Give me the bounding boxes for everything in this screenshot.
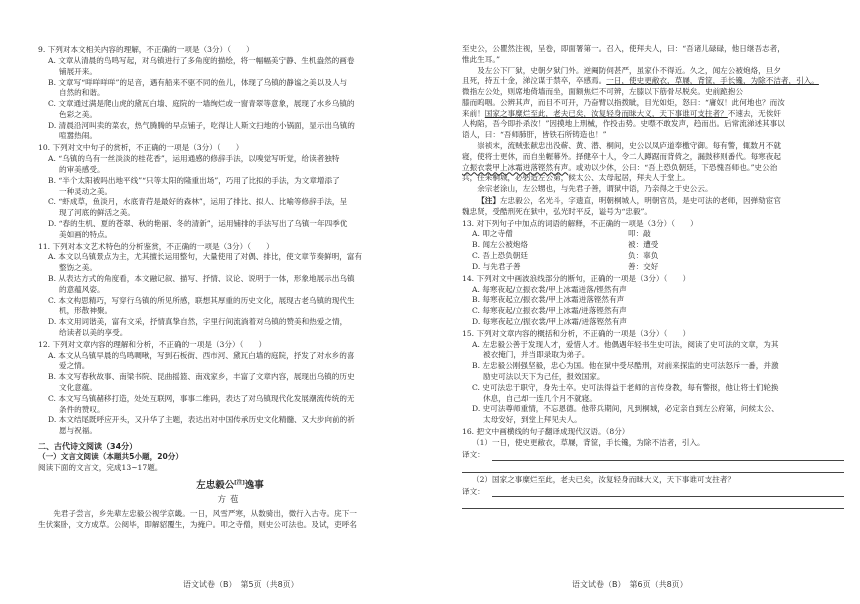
question-16-sentence-1: （1）一日，使史更敝衣，草屦，背筐，手长镵，为除不洁者，引入。 xyxy=(472,437,705,447)
section-heading: 二、古代诗文阅读（34分） xyxy=(38,441,138,451)
translation-label-1: 译文： xyxy=(462,449,485,459)
question-11-option-a: A. 本文以乌镇景点为主，尤其擅长运用整句，大量使用了对偶、排比，使文章节奏鲜明，富有 整饬之美。 xyxy=(48,252,363,273)
question-9-option-a: A. 文章从清晨的鸟鸣写起，对乌镇进行了多角度的描绘，将一幅幅美宁静、生机盎然的画卷 铺展开来。 xyxy=(48,55,355,76)
passage-title: 左忠毅公[注]逸事 xyxy=(196,479,264,491)
question-16 xyxy=(462,427,844,509)
answer-line[interactable] xyxy=(492,449,844,461)
question-9-stem: 9. 下列对本文相关内容的理解，不正确的一项是（3分）（ ） xyxy=(38,45,254,55)
page-footer-left: 语文试卷（B） 第5页（共8页） xyxy=(183,580,299,589)
question-12-option-a: A. 本文从乌镇早晨的鸟鸣啁啾，写到石板街、西市河、黛瓦白墙的庭院，抒发了对水乡的喜 爱之情。 xyxy=(48,350,355,371)
question-11 xyxy=(38,242,422,339)
wavy-underlined-sentence: 立振衣裳甲上冰霜迸落铿然有声 xyxy=(462,162,569,172)
question-11-stem: 11. 下列对本文艺术特色的分析鉴赏，不正确的一项是（3分）（ ） xyxy=(38,241,274,251)
translation-answer-2[interactable] xyxy=(462,485,844,497)
question-9-option-c: C. 文章通过满是爬山虎的黛瓦白墙、庭院的一墙绚烂或一窗青翠等意象，展现了水乡乌镇的 色彩之美。 xyxy=(48,99,355,119)
passage-text-start: 先君子尝言，乡先辈左忠毅公视学京畿。一日，风雪严寒，从数骑出，微行入古寺。庑下一 生伏案卧，文方成草。公阅毕，即解貂覆生，为掩户。叩之寺僧，则史公可法也。及试，吏呼名 xyxy=(38,509,357,530)
question-15 xyxy=(462,329,844,426)
question-15-option-c: C. 史可法忠于职守，身先士卒。史可法得益于老师的言传身教，每有警报，他让将士们轮换 休息，自己却一连几个月不就寝。 xyxy=(472,382,779,403)
answer-line[interactable] xyxy=(462,461,844,473)
translation-label-2: 译文： xyxy=(462,486,485,496)
question-14 xyxy=(462,274,844,328)
question-11-option-b: B. 从表达方式的角度看，本文融记叙、描写、抒情、议论、说明于一体，形象地展示出乌镇 的意蕴风姿。 xyxy=(48,273,355,294)
answer-line[interactable] xyxy=(462,497,844,509)
question-10-option-c: C. “虾成草，鱼淡月，水底青荇是最好的森林”，运用了排比、拟人、比喻等修辞手法，呈 现了河底的鲜活之美。 xyxy=(48,197,348,218)
question-9-option-b: B. 文章写“咩咩咩咩”的足音，遇有船来不驱不同的鱼儿，体现了乌镇的静谧之美以及人与 自然的和谐。 xyxy=(48,77,348,98)
question-12-option-b: B. 本文写春秋故事、南梁书院、昆曲摇篮、南戏家乡，丰富了文章内容，展现出乌镇的历史 文化意蕴。 xyxy=(48,372,355,392)
translation-answer-1[interactable] xyxy=(462,449,844,461)
question-11-option-d: D. 本文用词谐美，富有文采，抒情真挚自然，字里行间流淌着对乌镇的赞美和热爱之情， 给读者以美的享受。 xyxy=(48,317,348,337)
passage-footnote: 【注】左忠毅公，名光斗，字遗直，明朝桐城人，明朝官员，是史可法的老师，因弹劾宦官 魏忠贤，受酷刑死在狱中，弘光时平反，谥号为“忠毅”。 xyxy=(462,195,781,216)
passage-author: 方苞 xyxy=(217,495,243,506)
question-12-option-d: D. 本文结尾既呼应开头，又升华了主题，表达出对中国传承历史文化精髓、又大步向前的祈 愿与祝福。 xyxy=(48,415,355,436)
question-13-stem: 13. 对下列句子中加点的词语的解释，不正确的一项是（3分）（ ） xyxy=(462,218,698,228)
question-9-option-d: D. 清晨沿河叫卖的菜农，热气腾腾的早点铺子，吃得让人斯文扫地的小锅面，显示出乌镇的 喧嚣热闹。 xyxy=(48,120,355,141)
question-14-options: A. 每寒夜起/立振衣裳/甲上冰霜迸落/铿然有声 B. 每寒夜起立/振衣裳/甲上冰霜迸落铿然有声 C. 每寒夜起/立振衣裳/甲上冰霜/迸落铿然有声 D. 每寒夜起立/振衣裳/甲上冰霜/迸落铿然有声 xyxy=(472,284,628,326)
question-14-stem: 14. 下列对文中画波浪线部分的断句，正确的一项是（3分）（ ） xyxy=(462,273,691,283)
question-12-stem: 12. 下列对文章内容的理解和分析，不正确的一项是（3分）（ ） xyxy=(38,339,267,349)
underlined-sentence-1-start: 一日，使史更敝衣，草屦，背筐，手长镵，为除不洁者，引入。 xyxy=(606,76,819,86)
page-footer-right: 语文试卷（B） 第6页（共8页） xyxy=(572,580,688,589)
question-15-option-d: D. 史可法尊师重情，不忘恩德。他带兵期间，凡到桐城，必定亲自到左公府第，问候太公、 太母安好，到堂上拜见夫人。 xyxy=(472,404,779,425)
passage-text-continued: 至史公，公瞿然注视，呈卷，即面署第一。召入，使拜夫人，曰：“吾诸儿碌碌，他日继吾志者， 惟此生耳。” 及左公下厂狱，史朝夕狱门外。逆阉防伺甚严，虽家仆不得近。久之，闻左公被炮烙，旦夕 且死，持五十金，涕泣谋于禁卒，卒感焉。一日，使史更敝衣，草屦，背筐，手长镵，为除不洁者，引入。 微指左公处，则席地倚墙而坐，面额焦烂不可辨，左膝以下筋骨尽脱矣。史前跪抱公 膝而呜咽。公辨其声，而目不可开，乃奋臂以指拨眦，目光如炬，怒曰：“庸奴！此何地也？而汝 来前！国家之事糜烂至此，老夫已矣，汝复轻身而昧大义，天下事谁可支拄者？不速去，无俟奸 人构陷，吾今即扑杀汝！”因摸地上刑械，作投击势。史噤不敢发声，趋而出。后常流涕述其事以 语人，曰：“吾师肺肝，皆铁石所铸造也！” 崇祯末，流贼张献忠出没蕲、黄、潜、桐间，史公以凤庐道奉檄守御。每有警，辄数月不就 寝，使将士更休，而自坐幄幕外。择健卒十人，令二人蹲踞而背倚之，漏鼓移则番代。每寒夜起 立振衣裳甲上冰霜迸落铿然有声。或劝以少休，公曰：“吾上恐负朝廷，下恐愧吾师也。”史公治 兵，往来桐城，必躬造左公第，候太公、太母起居，拜夫人于堂上。 余宗老涂山，左公甥也，与先君子善，谓狱中语，乃亲得之于史公云。 xyxy=(462,44,819,194)
answer-line[interactable] xyxy=(492,485,844,497)
question-15-stem: 15. 下列对文章内容的概括和分析，不正确的一项是（3分）（ ） xyxy=(462,328,691,338)
question-11-option-c: C. 本文构思精巧，写穿行乌镇的所见所感，联想其厚重的历史文化，展现古老乌镇的现代生 机，形散神聚。 xyxy=(48,295,355,316)
reading-instruction: 阅读下面的文言文，完成13~17题。 xyxy=(38,463,163,473)
question-9 xyxy=(38,45,422,142)
question-12-option-c: C. 本文写乌镇赭移打造，处处互联网，事事二维码，表达了对乌镇现代化发展潮流传统的无 条件的赞叹。 xyxy=(48,393,355,414)
question-10-stem: 10. 下列对文中句子的赏析，不正确的一项是（3分）（ ） xyxy=(38,143,244,153)
right-page-column xyxy=(462,44,844,509)
question-12 xyxy=(38,340,422,437)
question-13-options: A. 叩之寺僧 叩：敲 B. 闻左公被炮烙 被：遭受 C. 吾上恐负朝廷 负：辜负 D. 与先君子善 善：交好 xyxy=(472,229,659,271)
question-15-option-a: A. 左忠毅公善于发现人才，爱惜人才。他偶遇年轻书生史可法，阅读了史可法的文章，为其 被衣掩门，并当即录取为弟子。 xyxy=(472,339,779,360)
question-15-option-b: B. 左忠毅公刚强坚毅，忠心为国。他在狱中受尽酷刑，对前来探监的史可法怒斥一番，并激 励史可法以天下为己任，报效国家。 xyxy=(472,361,779,381)
question-16-stem: 16. 把文中画横线的句子翻译成现代汉语。（8分） xyxy=(462,427,630,437)
question-10-option-d: D. “春的生机、夏的苍翠、秋的艳丽、冬的清新”，运用铺排的手法写出了乌镇一年四季优 美如画的特点。 xyxy=(48,218,348,239)
question-13 xyxy=(462,219,844,273)
left-page-column xyxy=(38,44,422,531)
question-16-sentence-2: （2）国家之事糜烂至此，老夫已矣，汝复轻身而昧大义，天下事谁可支拄者？ xyxy=(472,474,736,484)
question-10-option-a: A. “乌镇的乌有一丝淡淡的桂花香”，运用通感的修辞手法，以嗅觉写听觉，给读者独特 的审美感受。 xyxy=(48,154,340,174)
question-10 xyxy=(38,143,422,240)
title-note-marker: [注] xyxy=(234,479,245,486)
underlined-sentence-2: 国家之事糜烂至此，老夫已矣，汝复轻身而昧大义，天下事谁可支拄者？ xyxy=(484,108,728,118)
subsection-heading: （一）文言文阅读（本题共5小题，20分） xyxy=(38,452,183,462)
question-10-option-b: B. “半个太阳被吗出地平线”“只等太阳的隆重出场”，巧用了比拟的手法，为文章增添了 一种灵动之美。 xyxy=(48,175,340,196)
